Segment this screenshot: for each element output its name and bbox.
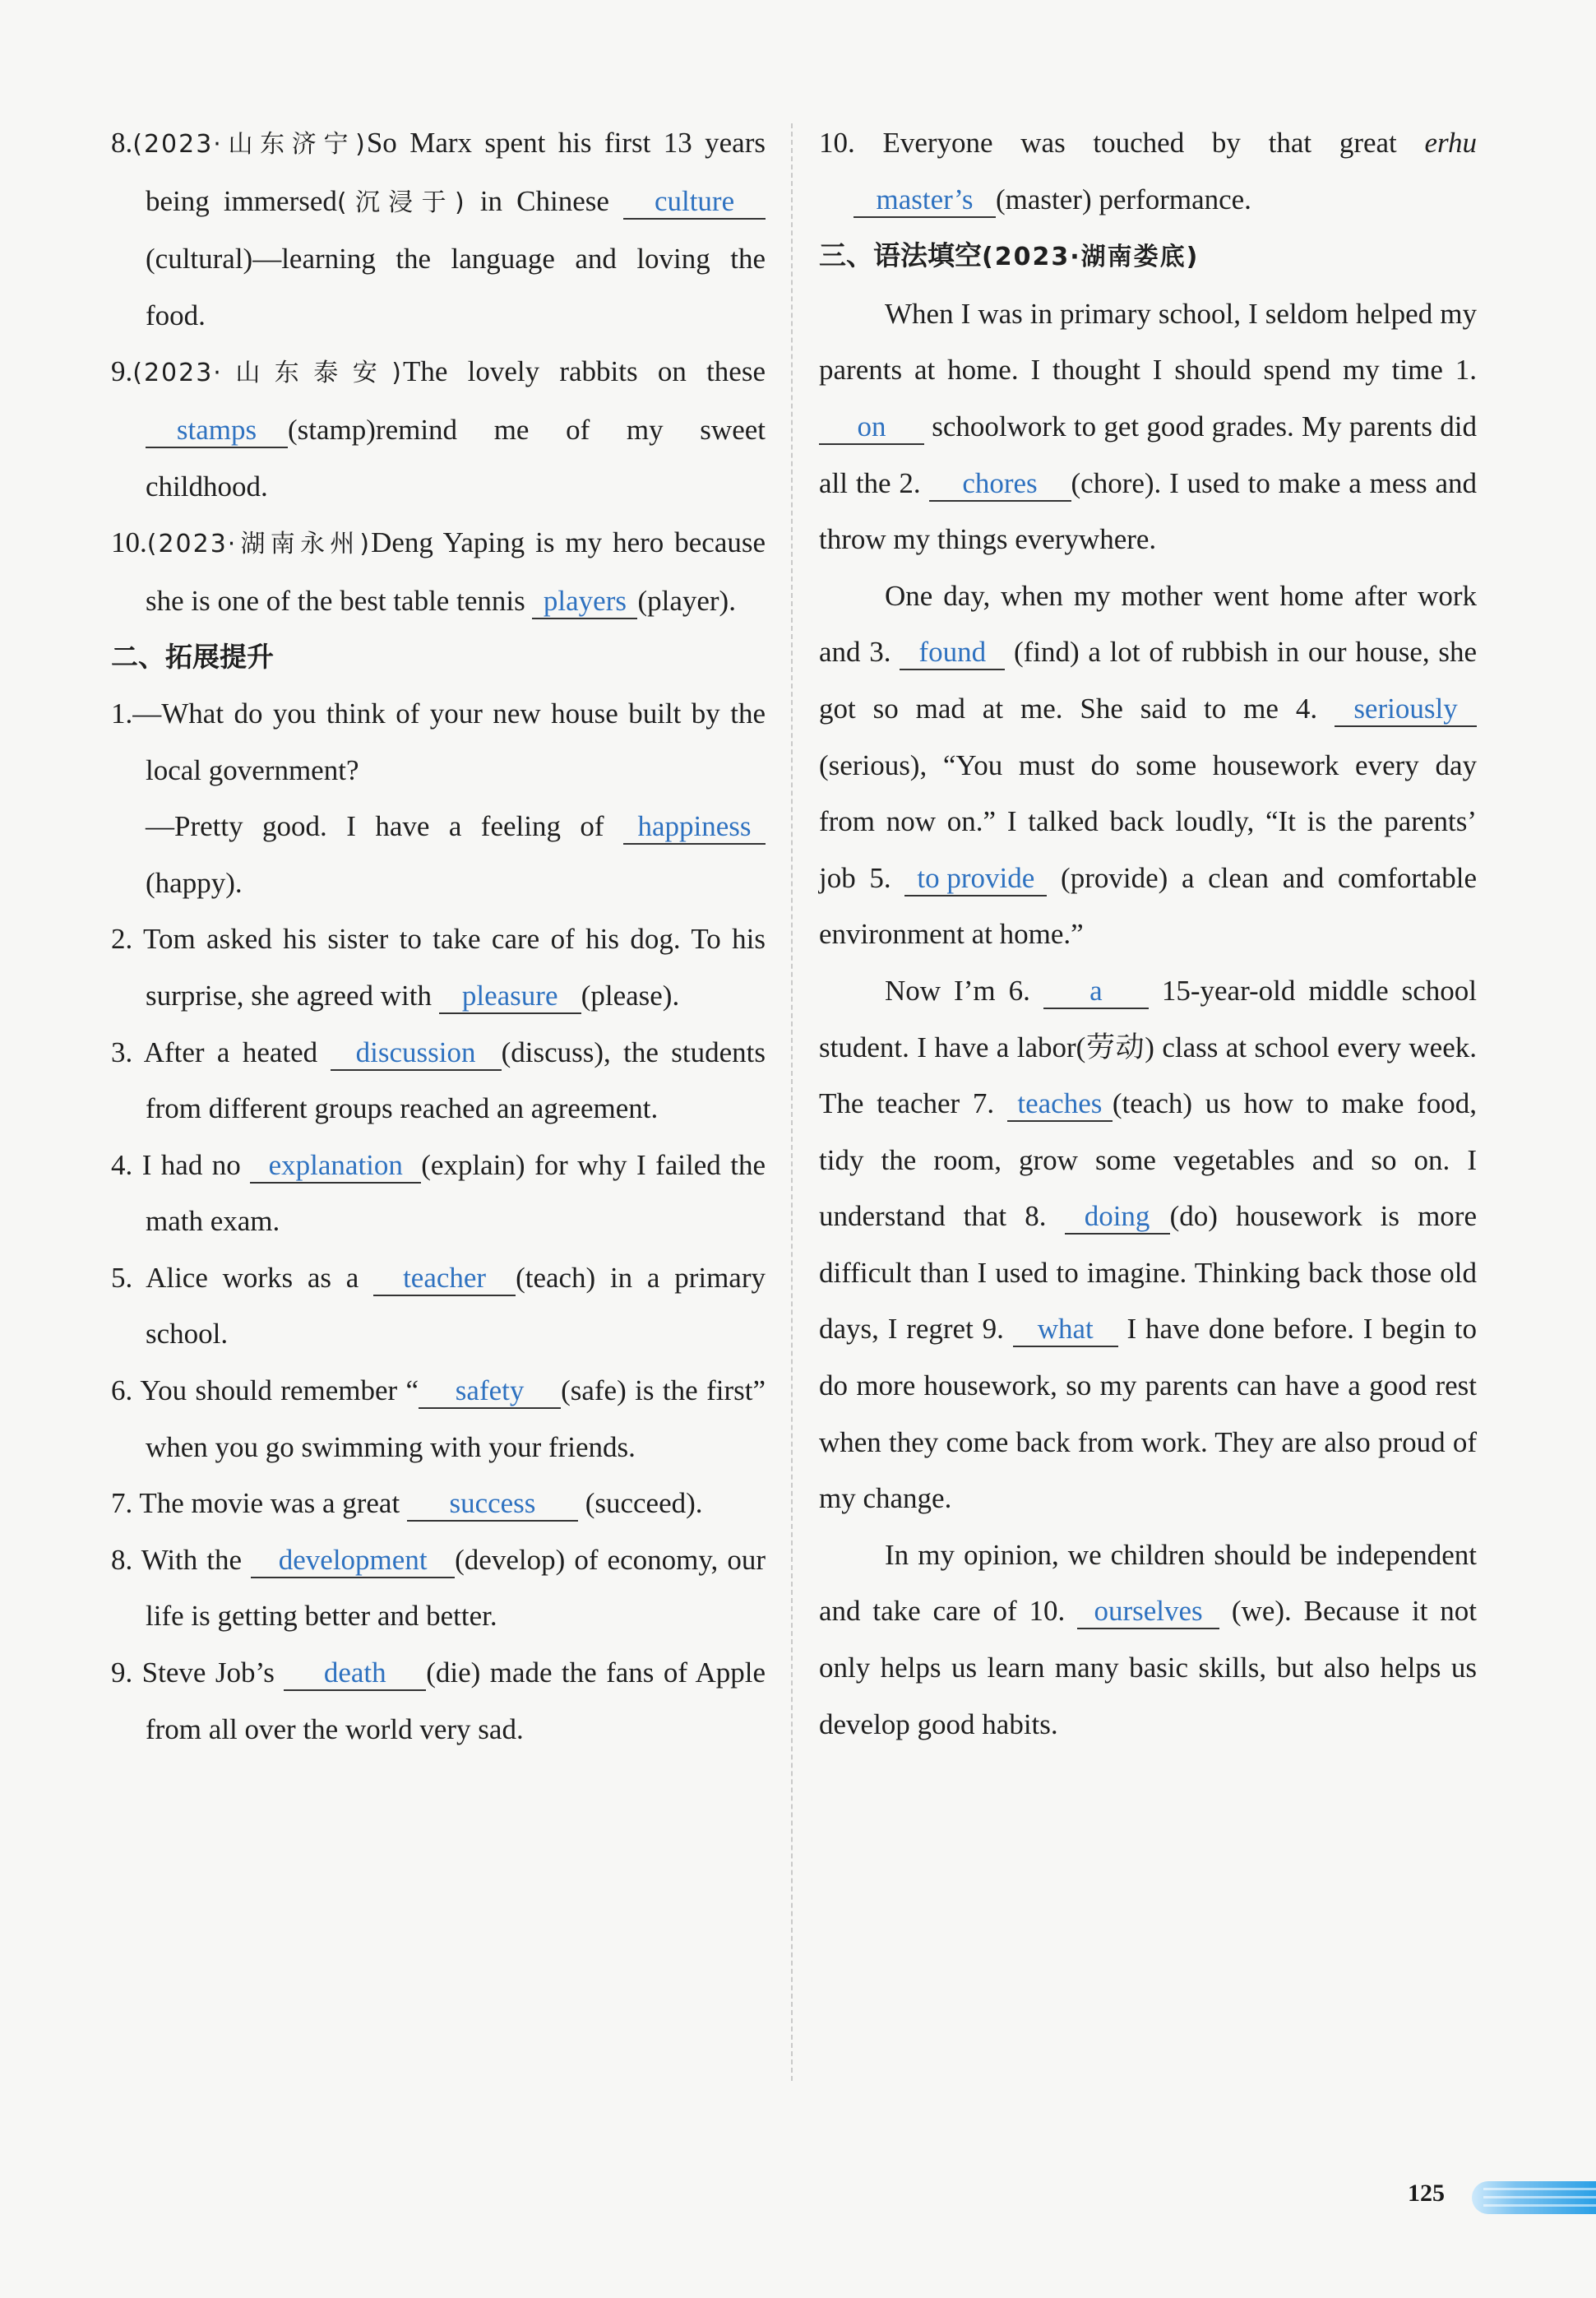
- exercise-2: 2. Tom asked his sister to take care of his dog. To his surprise, she agreed with pleasure (please).: [111, 911, 766, 1024]
- answer-blank: teacher: [373, 1262, 516, 1296]
- passage-paragraph-3: Now I’m 6. a 15-year-old middle school student. I have a labor(劳动) class at school every week. The teacher 7. teaches (teach) us how to make food, tidy the room, grow some vegetables and so on. I understand that 8. doing (do) housework is more difficult than I used to imagine. Thinking back those old days, I regret 9. what I have done before. I begin to do more housework, so my parents can have a good rest when they come back from work. They are also proud of my change.: [819, 974, 1478, 1515]
- answer-blank: success: [407, 1487, 578, 1522]
- answer-blank: a: [1043, 975, 1149, 1009]
- question-10: 10.(2023·湖南永州)Deng Yaping is my hero because she is one of the best table tennis players (player).: [111, 515, 766, 629]
- passage-paragraph-2: One day, when my mother went home after work and 3. found (find) a lot of rubbish in our house, she got so mad at me. She said to me 4. seriously (serious), “You must do some housework every day from now on.” I talked back loudly, “It is the parents’ job 5. to provide (provide) a clean and comfortable environment at home.”: [819, 579, 1478, 951]
- left-column: [111, 115, 766, 1758]
- chinese-gloss: (沉浸于): [336, 188, 466, 217]
- answer-blank: culture: [623, 185, 766, 220]
- section-heading: 二、拓展提升: [111, 641, 274, 674]
- exercise-3: 3. After a heated discussion (discuss), the students from different groups reached an agreement.: [111, 1035, 766, 1125]
- answer-blank: to provide: [904, 862, 1047, 896]
- question-10-right: 10. Everyone was touched by that great erhu master’s (master) performance.: [819, 115, 1477, 228]
- answer-blank: what: [1013, 1313, 1118, 1347]
- answer-blank: doing: [1065, 1200, 1170, 1235]
- answer-blank: stamps: [146, 414, 288, 448]
- exercise-7: 7. The movie was a great success (succeed).: [111, 1476, 766, 1532]
- right-column: [819, 115, 1477, 1753]
- answer-blank: on: [819, 410, 924, 445]
- answer-blank: ourselves: [1077, 1595, 1219, 1629]
- answer-blank: chores: [929, 467, 1071, 502]
- answer-blank: master’s: [854, 183, 996, 218]
- section-heading: 三、语法填空(2023·湖南娄底): [819, 239, 1200, 272]
- answer-blank: players: [532, 585, 637, 619]
- page-number-tab: [1472, 2181, 1596, 2214]
- question-9: 9.(2023·山东泰安)The lovely rabbits on these stamps (stamp)remind me of my sweet childhood.: [111, 355, 766, 503]
- answer-blank: seriously: [1335, 693, 1477, 727]
- passage-paragraph-4: In my opinion, we children should be independent and take care of 10. ourselves (we). Because it not only helps us learn many basic skills, but also helps us develop good habits.: [819, 1538, 1478, 1740]
- exercise-1: 1.—What do you think of your new house built by the local government? —Pretty good. I have a feeling of happiness(happy).: [111, 697, 766, 899]
- answer-blank: found: [900, 636, 1005, 670]
- page-number: 125: [1408, 2180, 1445, 2207]
- question-source: (2023·山东济宁): [132, 130, 367, 159]
- exercise-8: 8. With the development (develop) of economy, our life is getting better and better.: [111, 1543, 766, 1633]
- answer-blank: explanation: [250, 1149, 421, 1184]
- exercise-4: 4. I had no explanation (explain) for why I failed the math exam.: [111, 1148, 766, 1238]
- column-divider: [791, 123, 793, 2081]
- answer-blank: safety: [419, 1374, 561, 1409]
- passage-paragraph-1: When I was in primary school, I seldom helped my parents at home. I thought I should spend my time 1. on schoolwork to get good grades. My parents did all the 2. chores (chore). I used to make a mess and throw my things everywhere.: [819, 297, 1478, 556]
- exercise-9: 9. Steve Job’s death (die) made the fans of Apple from all over the world very sad.: [111, 1656, 766, 1745]
- question-8: 8.(2023·山东济宁)So Marx spent his first 13 years being immersed(沉浸于) in Chinese culture (cultural)—learning the language and loving the food.: [111, 127, 766, 331]
- answer-blank: happiness: [623, 810, 766, 845]
- answer-blank: pleasure: [439, 980, 581, 1014]
- answer-blank: discussion: [331, 1036, 502, 1071]
- exercise-5: 5. Alice works as a teacher (teach) in a primary school.: [111, 1261, 766, 1351]
- question-number: 8.: [111, 127, 133, 159]
- answer-blank: development: [251, 1544, 455, 1578]
- exercise-6: 6. You should remember “ safety (safe) is the first” when you go swimming with your friends.: [111, 1374, 766, 1463]
- answer-blank: teaches: [1007, 1087, 1113, 1122]
- answer-blank: death: [284, 1656, 426, 1691]
